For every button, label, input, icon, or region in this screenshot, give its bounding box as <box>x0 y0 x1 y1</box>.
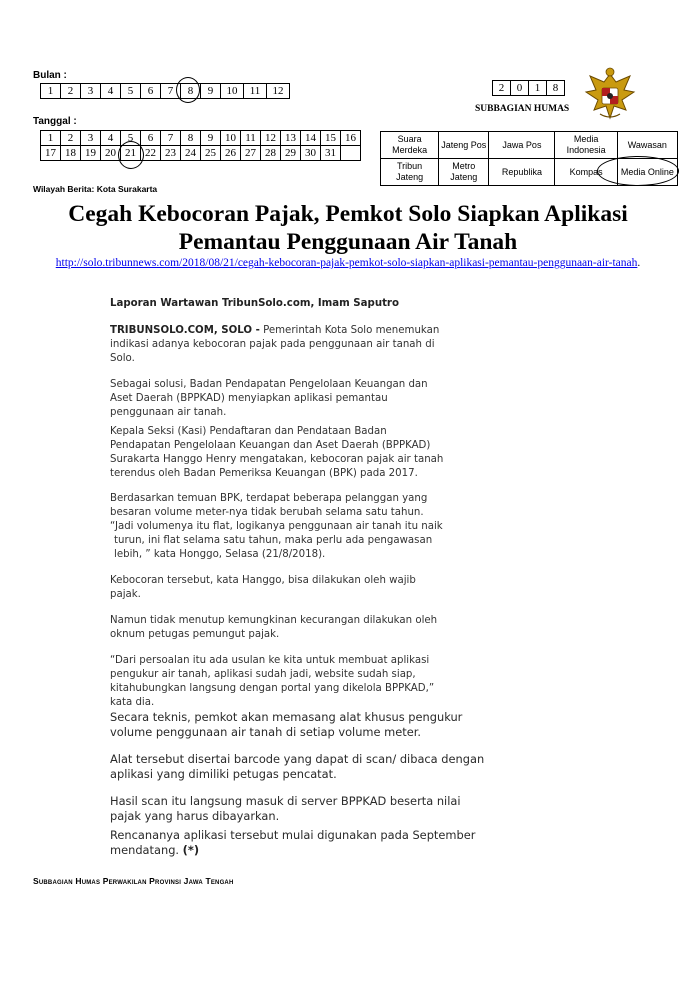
date2-cell <box>341 146 361 161</box>
media-wawasan: Wawasan <box>617 132 677 159</box>
date2-cell: 25 <box>201 146 221 161</box>
month-cell: 5 <box>121 84 141 99</box>
paragraph-1-line-2: indikasi adanya kebocoran pajak pada penggunaan air tanah di <box>110 339 435 350</box>
paragraph-2-line-1: Sebagai solusi, Badan Pendapatan Pengelolaan Keuangan dan <box>110 379 428 390</box>
article-url: http://solo.tribunnews.com/2018/08/21/cegah-kebocoran-pajak-pemkot-solo-siapkan-aplikasi-pemantau-penggunaan-air-tanah. <box>55 257 641 269</box>
year-cell: 8 <box>547 81 565 96</box>
dateline: TRIBUNSOLO.COM, SOLO - <box>110 325 260 336</box>
date1-cell: 5 <box>121 131 141 146</box>
article-title: Cegah Kebocoran Pajak, Pemkot Solo Siapkan Aplikasi Pemantau Penggunaan Air Tanah <box>68 201 628 255</box>
media-republika: Republika <box>489 159 555 186</box>
date1-cell: 6 <box>141 131 161 146</box>
date-grid <box>40 130 361 161</box>
paragraph-8-line-3: kitahubungkan langsung dengan portal yang dikelola BPPKAD,” <box>110 683 435 694</box>
month-cell: 9 <box>201 84 221 99</box>
date2-cell: 18 <box>61 146 81 161</box>
date2-cell: 17 <box>41 146 61 161</box>
date2-cell: 19 <box>81 146 101 161</box>
paragraph-11-line-2: pajak yang harus dibayarkan. <box>110 809 280 823</box>
year-cell: 0 <box>511 81 529 96</box>
month-cell: 1 <box>41 84 61 99</box>
date2-cell: 30 <box>301 146 321 161</box>
date1-cell: 14 <box>301 131 321 146</box>
paragraph-12-line-2: mendatang. (*) <box>110 843 200 857</box>
date2-cell: 22 <box>141 146 161 161</box>
department-label: SUBBAGIAN HUMAS <box>475 104 570 114</box>
media-jawa-pos: Jawa Pos <box>489 132 555 159</box>
month-cell: 4 <box>101 84 121 99</box>
date1-cell: 7 <box>161 131 181 146</box>
month-cell: 8 <box>181 84 201 99</box>
year-cell: 1 <box>529 81 547 96</box>
year-grid <box>492 80 565 96</box>
paragraph-7-line-1: Namun tidak menutup kemungkinan kecurangan dilakukan oleh <box>110 615 438 626</box>
month-cell: 7 <box>161 84 181 99</box>
month-cell: 10 <box>221 84 244 99</box>
media-metro-jateng: Metro Jateng <box>439 159 489 186</box>
bulan-label: Bulan : <box>33 70 67 81</box>
date2-cell: 26 <box>221 146 241 161</box>
date2-cell: 28 <box>261 146 281 161</box>
month-cell: 6 <box>141 84 161 99</box>
date2-cell: 21 <box>121 146 141 161</box>
date1-cell: 12 <box>261 131 281 146</box>
month-cell: 3 <box>81 84 101 99</box>
selected-date-circle <box>118 141 144 169</box>
paragraph-6-line-1: Kebocoran tersebut, kata Hanggo, bisa dilakukan oleh wajib <box>110 575 416 586</box>
selected-month-circle <box>176 77 200 103</box>
media-media-indonesia: Media Indonesia <box>555 132 617 159</box>
paragraph-3-line-1: Kepala Seksi (Kasi) Pendaftaran dan Pendataan Badan <box>110 426 387 437</box>
paragraph-10-line-2: aplikasi yang dimiliki petugas pencatat. <box>110 767 337 781</box>
date2-cell: 24 <box>181 146 201 161</box>
footer-text: Subbagian Humas Perwakilan Provinsi Jawa Tengah <box>33 876 234 886</box>
end-mark: (*) <box>182 843 200 857</box>
paragraph-10-line-1: Alat tersebut disertai barcode yang dapat di scan/ dibaca dengan <box>110 752 485 766</box>
paragraph-4-line-1: Berdasarkan temuan BPK, terdapat beberapa pelanggan yang <box>110 493 428 504</box>
paragraph-8-line-1: “Dari persoalan itu ada usulan ke kita untuk membuat aplikasi <box>110 655 430 666</box>
article-url-link[interactable]: http://solo.tribunnews.com/2018/08/21/cegah-kebocoran-pajak-pemkot-solo-siapkan-aplikasi-pemantau-penggunaan-air-tanah <box>55 257 638 269</box>
month-cell: 2 <box>61 84 81 99</box>
date1-cell: 13 <box>281 131 301 146</box>
paragraph-6-line-2: pajak. <box>110 589 141 600</box>
date1-cell: 2 <box>61 131 81 146</box>
date1-cell: 4 <box>101 131 121 146</box>
date1-cell: 3 <box>81 131 101 146</box>
byline: Laporan Wartawan TribunSolo.com, Imam Saputro <box>110 298 399 309</box>
media-online: Media Online <box>617 159 677 186</box>
date1-cell: 10 <box>221 131 241 146</box>
paragraph-8-line-4: kata dia. <box>110 697 155 708</box>
media-suara-merdeka: Suara Merdeka <box>381 132 439 159</box>
date1-cell: 11 <box>241 131 261 146</box>
paragraph-9-line-1: Secara teknis, pemkot akan memasang alat khusus pengukur <box>110 710 463 724</box>
month-cell: 11 <box>244 84 267 99</box>
date1-cell: 16 <box>341 131 361 146</box>
paragraph-2-line-2: Aset Daerah (BPPKAD) menyiapkan aplikasi pemantau <box>110 393 388 404</box>
date1-cell: 15 <box>321 131 341 146</box>
date2-cell: 20 <box>101 146 121 161</box>
date2-cell: 27 <box>241 146 261 161</box>
paragraph-1-line-1: TRIBUNSOLO.COM, SOLO - Pemerintah Kota Solo menemukan <box>110 325 440 336</box>
date2-cell: 23 <box>161 146 181 161</box>
paragraph-5-line-3: lebih, ” kata Honggo, Selasa (21/8/2018). <box>114 549 326 560</box>
paragraph-4-line-2: besaran volume meter-nya tidak berubah selama satu tahun. <box>110 507 424 518</box>
paragraph-8-line-2: pengukur air tanah, aplikasi sudah jadi, website sudah siap, <box>110 669 416 680</box>
date1-cell: 9 <box>201 131 221 146</box>
paragraph-2-line-3: penggunaan air tanah. <box>110 407 227 418</box>
date2-cell: 29 <box>281 146 301 161</box>
month-grid <box>40 83 290 99</box>
paragraph-5-line-1: “Jadi volumenya itu flat, logikanya penggunaan air tanah itu naik <box>110 521 443 532</box>
paragraph-5-line-2: turun, ini flat selama satu tahun, maka perlu ada pengawasan <box>114 535 433 546</box>
tanggal-label: Tanggal : <box>33 116 77 127</box>
region-label: Wilayah Berita: Kota Surakarta <box>33 184 158 194</box>
paragraph-1-line-3: Solo. <box>110 353 135 364</box>
media-tribun-jateng: Tribun Jateng <box>381 159 439 186</box>
paragraph-11-line-1: Hasil scan itu langsung masuk di server BPPKAD beserta nilai <box>110 794 461 808</box>
paragraph-3-line-2: Pendapatan Pengelolaan Keuangan dan Aset Daerah (BPPKAD) <box>110 440 431 451</box>
year-cell: 2 <box>493 81 511 96</box>
paragraph-3-line-3: Surakarta Hanggo Henry mengatakan, kebocoran pajak air tanah <box>110 454 444 465</box>
paragraph-7-line-2: oknum petugas pemungut pajak. <box>110 629 280 640</box>
date1-cell: 1 <box>41 131 61 146</box>
paragraph-9-line-2: volume penggunaan air tanah di setiap volume meter. <box>110 725 421 739</box>
date2-cell: 31 <box>321 146 341 161</box>
media-kompas: Kompas <box>555 159 617 186</box>
garuda-emblem-icon <box>580 66 640 122</box>
media-jateng-pos: Jateng Pos <box>439 132 489 159</box>
month-cell: 12 <box>267 84 290 99</box>
paragraph-12-line-1: Rencananya aplikasi tersebut mulai digunakan pada September <box>110 828 476 842</box>
date1-cell: 8 <box>181 131 201 146</box>
selected-media-circle <box>597 156 679 186</box>
paragraph-3-line-4: terendus oleh Badan Pemeriksa Keuangan (BPK) pada 2017. <box>110 468 418 479</box>
